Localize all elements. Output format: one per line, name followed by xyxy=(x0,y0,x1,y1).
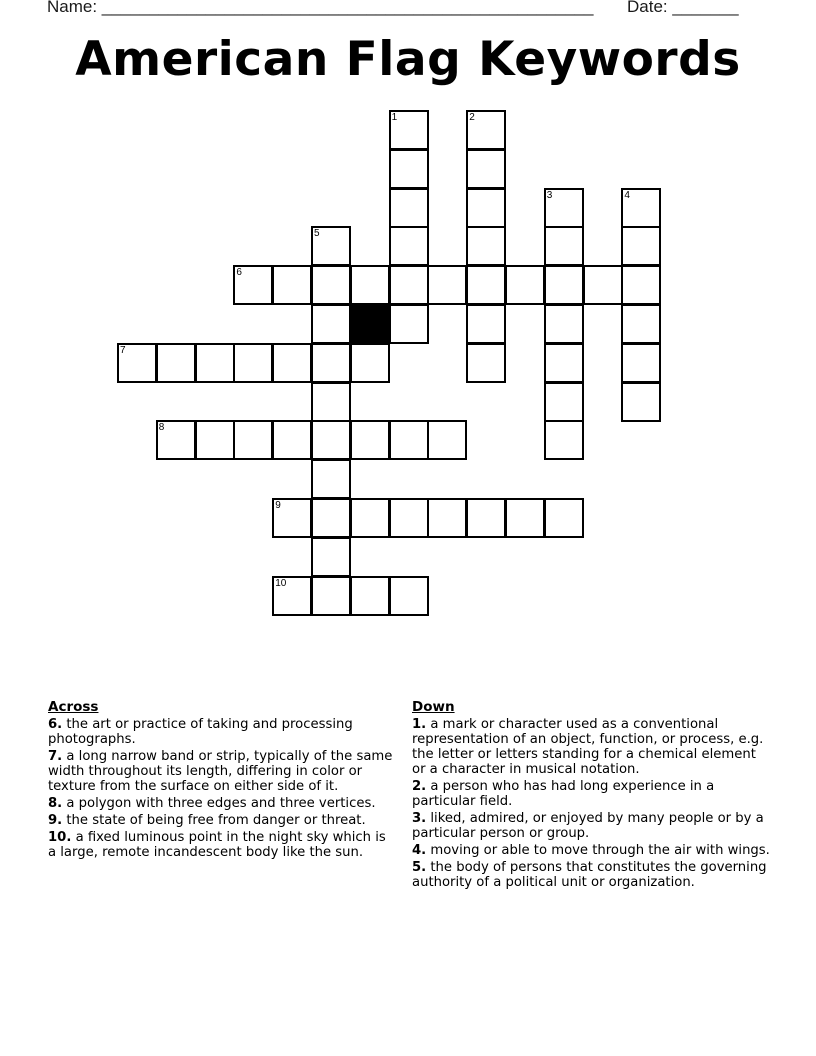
across-clue xyxy=(48,813,393,828)
grid-cell[interactable] xyxy=(272,265,312,305)
grid-cell[interactable] xyxy=(466,265,506,305)
clue-number: 4 xyxy=(624,189,630,201)
grid-cell[interactable] xyxy=(466,188,506,228)
grid-cell[interactable] xyxy=(427,265,467,305)
grid-cell[interactable] xyxy=(389,576,429,616)
grid-cell[interactable] xyxy=(272,420,312,460)
grid-cell[interactable] xyxy=(583,265,623,305)
clue-number: 1 xyxy=(391,112,398,123)
clue-number: 9 xyxy=(275,500,281,511)
grid-cell[interactable] xyxy=(544,226,584,266)
black-cell xyxy=(350,304,390,344)
grid-cell[interactable] xyxy=(311,382,351,422)
grid-cell[interactable] xyxy=(389,265,429,305)
down-clue xyxy=(412,860,772,890)
grid-cell[interactable] xyxy=(311,226,351,266)
down-clues xyxy=(412,700,772,892)
clue-text: a fixed luminous point in the night sky which is a large, remote incandescent body like the sun. xyxy=(48,830,386,860)
grid-cell[interactable] xyxy=(466,149,506,189)
clue-number: 3 xyxy=(546,189,553,201)
grid-cell[interactable] xyxy=(544,420,584,460)
across-clue xyxy=(48,830,393,860)
down-heading: Down xyxy=(412,699,455,715)
clue-number: 8 xyxy=(158,422,165,434)
down-clue xyxy=(412,717,772,777)
grid-cell[interactable] xyxy=(156,343,196,383)
grid-cell[interactable] xyxy=(350,576,390,616)
grid-cell[interactable] xyxy=(350,265,390,305)
clue-num: 9. xyxy=(48,813,63,828)
clue-text: a person who has had long experience in a particular field. xyxy=(412,779,715,809)
down-clue xyxy=(412,779,772,809)
grid-cell[interactable] xyxy=(233,420,273,460)
grid-cell[interactable] xyxy=(544,188,584,228)
grid-cell[interactable] xyxy=(621,226,661,266)
grid-cell[interactable] xyxy=(272,343,312,383)
grid-cell[interactable] xyxy=(311,343,351,383)
across-clues xyxy=(48,700,393,862)
clue-num: 10. xyxy=(48,830,72,845)
grid-cell[interactable] xyxy=(195,420,235,460)
grid-cell[interactable] xyxy=(389,110,429,150)
grid-cell[interactable] xyxy=(544,498,584,538)
grid-cell[interactable] xyxy=(195,343,235,383)
grid-cell[interactable] xyxy=(311,459,351,499)
grid-cell[interactable] xyxy=(350,498,390,538)
grid-cell[interactable] xyxy=(466,226,506,266)
clue-number: 5 xyxy=(314,228,320,240)
clue-num: 5. xyxy=(412,860,427,875)
grid-cell[interactable] xyxy=(389,149,429,189)
grid-cell[interactable] xyxy=(272,576,312,616)
grid-cell[interactable] xyxy=(544,382,584,422)
down-clue xyxy=(412,843,772,858)
grid-cell[interactable] xyxy=(389,420,429,460)
down-clue-list xyxy=(412,717,772,890)
grid-cell[interactable] xyxy=(272,498,312,538)
date-field-label[interactable]: Date: _______ xyxy=(627,0,739,16)
name-field-label[interactable]: Name: ____________________________________________________ xyxy=(47,0,594,16)
clue-number: 10 xyxy=(275,577,287,589)
across-clue xyxy=(48,717,393,747)
clue-text: a polygon with three edges and three vertices. xyxy=(62,796,376,811)
grid-cell[interactable] xyxy=(311,304,351,344)
clue-text: a mark or character used as a conventional representation of an object, function, or process, e.g. the letter or letters standing for a chemical element or a character in musical notation. xyxy=(412,717,764,777)
clue-number: 6 xyxy=(236,267,242,279)
clue-text: the state of being free from danger or threat. xyxy=(62,813,366,828)
grid-cell[interactable] xyxy=(156,420,196,460)
grid-cell[interactable] xyxy=(544,343,584,383)
down-clue xyxy=(412,811,772,841)
grid-cell[interactable] xyxy=(311,265,351,305)
grid-cell[interactable] xyxy=(621,343,661,383)
clue-num: 2. xyxy=(412,779,427,794)
clue-num: 6. xyxy=(48,717,63,732)
grid-cell[interactable] xyxy=(466,110,506,150)
clue-num: 7. xyxy=(48,749,63,764)
grid-cell[interactable] xyxy=(311,537,351,577)
clue-num: 3. xyxy=(412,811,427,826)
page-title: American Flag Keywords xyxy=(75,32,741,87)
grid-cell[interactable] xyxy=(311,420,351,460)
grid-cell[interactable] xyxy=(233,265,273,305)
grid-cell[interactable] xyxy=(427,498,467,538)
clue-num: 1. xyxy=(412,717,427,732)
grid-cell[interactable] xyxy=(350,343,390,383)
grid-cell[interactable] xyxy=(233,343,273,383)
grid-cell[interactable] xyxy=(621,265,661,305)
clue-text: the body of persons that constitutes the governing authority of a political unit or organization. xyxy=(412,860,767,890)
clue-text: moving or able to move through the air with wings. xyxy=(426,843,770,858)
grid-cell[interactable] xyxy=(621,304,661,344)
grid-cell[interactable] xyxy=(389,304,429,344)
clue-num: 8. xyxy=(48,796,63,811)
clue-text: the art or practice of taking and processing photographs. xyxy=(48,717,353,747)
clue-num: 4. xyxy=(412,843,427,858)
grid-cell[interactable] xyxy=(466,304,506,344)
across-clue-list xyxy=(48,717,393,860)
grid-cell[interactable] xyxy=(621,382,661,422)
grid-cell[interactable] xyxy=(389,498,429,538)
across-clue xyxy=(48,796,393,811)
clue-text: a long narrow band or strip, typically of the same width throughout its length, differing in color or texture from the surface on either side of it. xyxy=(48,749,393,794)
grid-cell[interactable] xyxy=(505,265,545,305)
clue-text: liked, admired, or enjoyed by many people or by a particular person or group. xyxy=(412,811,764,841)
grid-cell[interactable] xyxy=(350,420,390,460)
grid-cell[interactable] xyxy=(621,188,661,228)
grid-cell[interactable] xyxy=(389,188,429,228)
clue-number: 7 xyxy=(120,344,126,356)
grid-cell[interactable] xyxy=(544,265,584,305)
grid-cell[interactable] xyxy=(427,420,467,460)
grid-cell[interactable] xyxy=(311,576,351,616)
grid-cell[interactable] xyxy=(466,498,506,538)
grid-cell[interactable] xyxy=(311,498,351,538)
grid-cell[interactable] xyxy=(389,226,429,266)
clue-number: 2 xyxy=(469,112,475,123)
across-clue xyxy=(48,749,393,794)
grid-cell[interactable] xyxy=(117,343,157,383)
grid-cell[interactable] xyxy=(544,304,584,344)
across-heading: Across xyxy=(48,699,99,715)
grid-cell[interactable] xyxy=(466,343,506,383)
grid-cell[interactable] xyxy=(505,498,545,538)
